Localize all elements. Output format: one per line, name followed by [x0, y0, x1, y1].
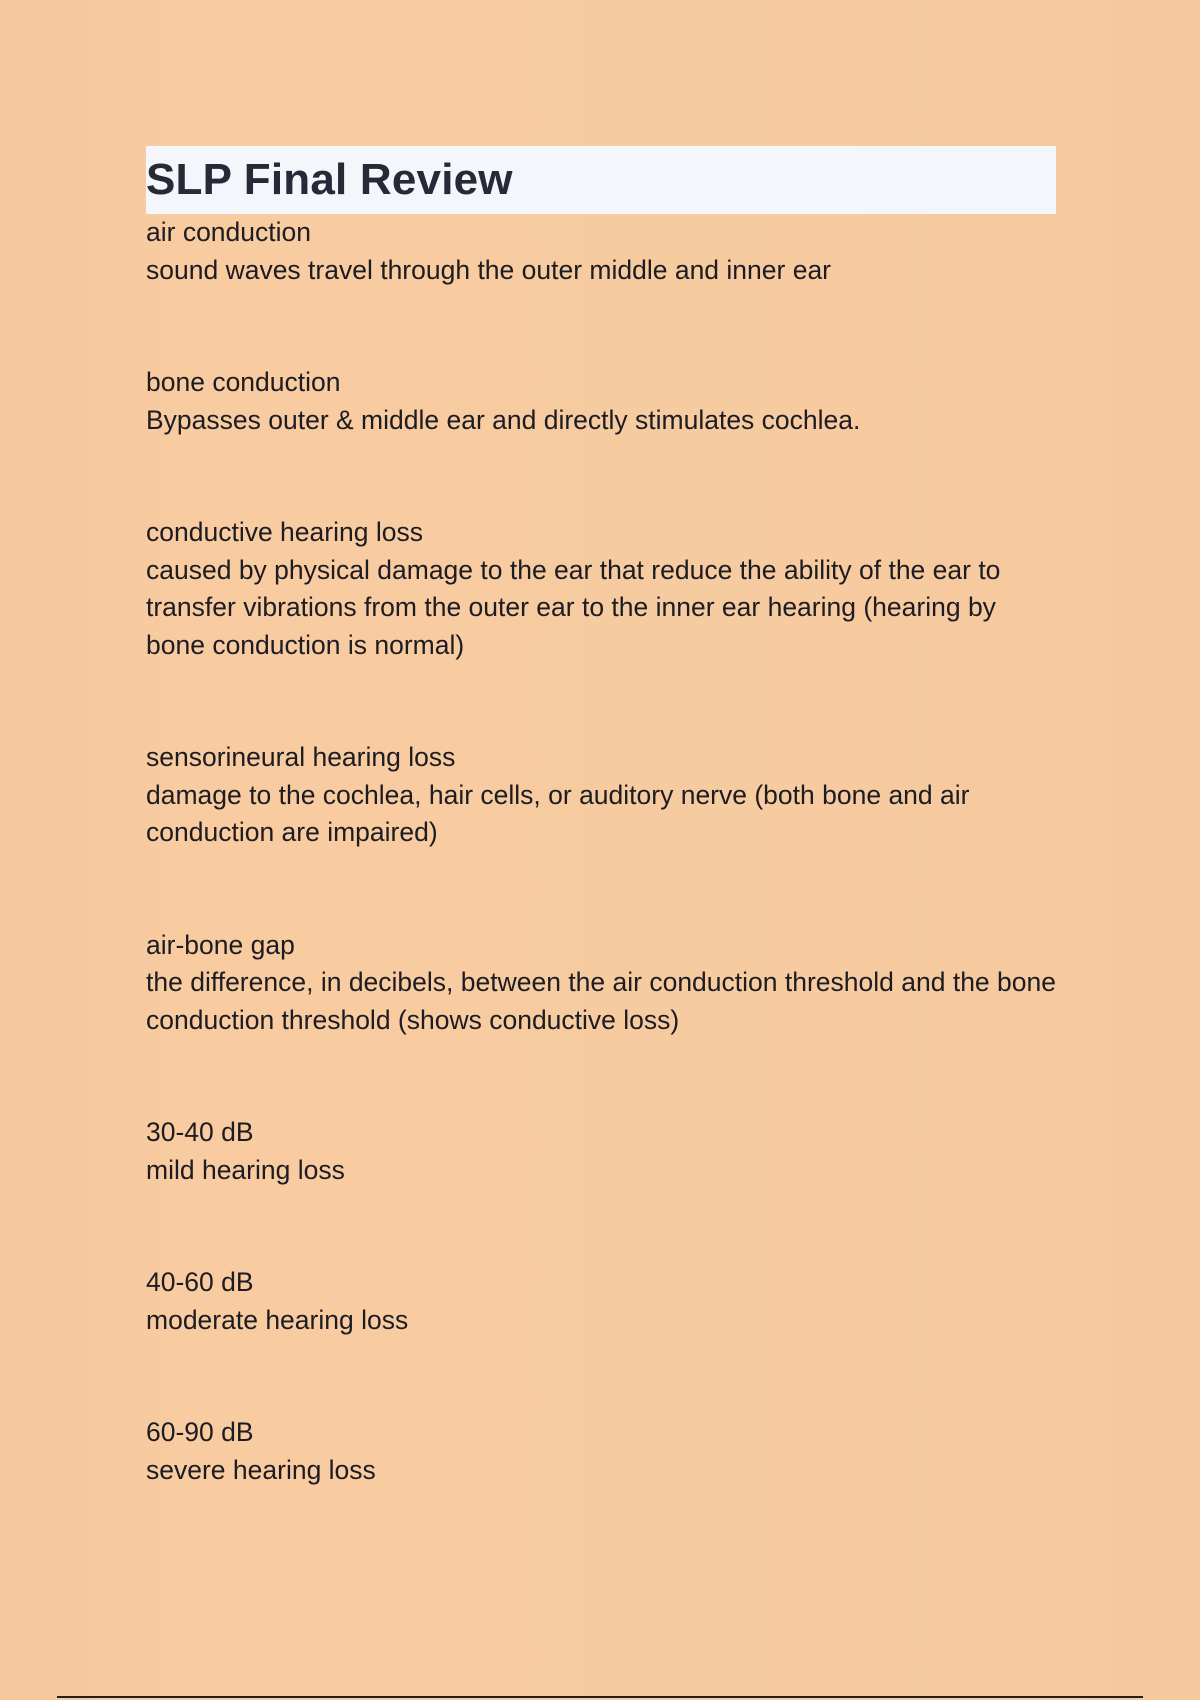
entry-definition: moderate hearing loss [146, 1304, 409, 1335]
flashcard-entry [146, 514, 1056, 664]
entry-term: air conduction [146, 217, 311, 247]
entry-term: 30-40 dB [146, 1117, 254, 1147]
entry-term: 60-90 dB [146, 1417, 254, 1447]
flashcard-entry [146, 214, 1056, 289]
entry-term: bone conduction [146, 367, 341, 397]
document-title: SLP Final Review [146, 155, 513, 204]
entry-term: sensorineural hearing loss [146, 742, 456, 772]
entry-definition: the difference, in decibels, between the air conduction threshold and the bone conduction threshold (shows conductive loss) [146, 967, 1056, 1035]
flashcard-entry [146, 1264, 1056, 1339]
flashcard-entry [146, 1414, 1056, 1489]
entry-definition: sound waves travel through the outer middle and inner ear [146, 254, 832, 285]
page-bottom-rule [57, 1696, 1143, 1698]
title-banner [146, 146, 1056, 214]
flashcard-entry [146, 927, 1056, 1040]
flashcard-entry [146, 1114, 1056, 1189]
flashcard-list [146, 214, 1056, 1489]
flashcard-entry [146, 364, 1056, 439]
entry-definition: severe hearing loss [146, 1454, 376, 1485]
entry-term: conductive hearing loss [146, 517, 423, 547]
entry-term: air-bone gap [146, 929, 295, 960]
entry-definition: Bypasses outer & middle ear and directly stimulates cochlea. [146, 404, 861, 435]
flashcard-entry [146, 739, 1056, 852]
entry-definition: caused by physical damage to the ear that reduce the ability of the ear to transfer vibrations from the outer ear to the inner ear hearing (hearing by bone conduction is normal) [146, 554, 1001, 660]
entry-definition: mild hearing loss [146, 1154, 345, 1185]
entry-term: 40-60 dB [146, 1267, 254, 1297]
entry-definition: damage to the cochlea, hair cells, or auditory nerve (both bone and air conduction are impaired) [146, 779, 970, 847]
